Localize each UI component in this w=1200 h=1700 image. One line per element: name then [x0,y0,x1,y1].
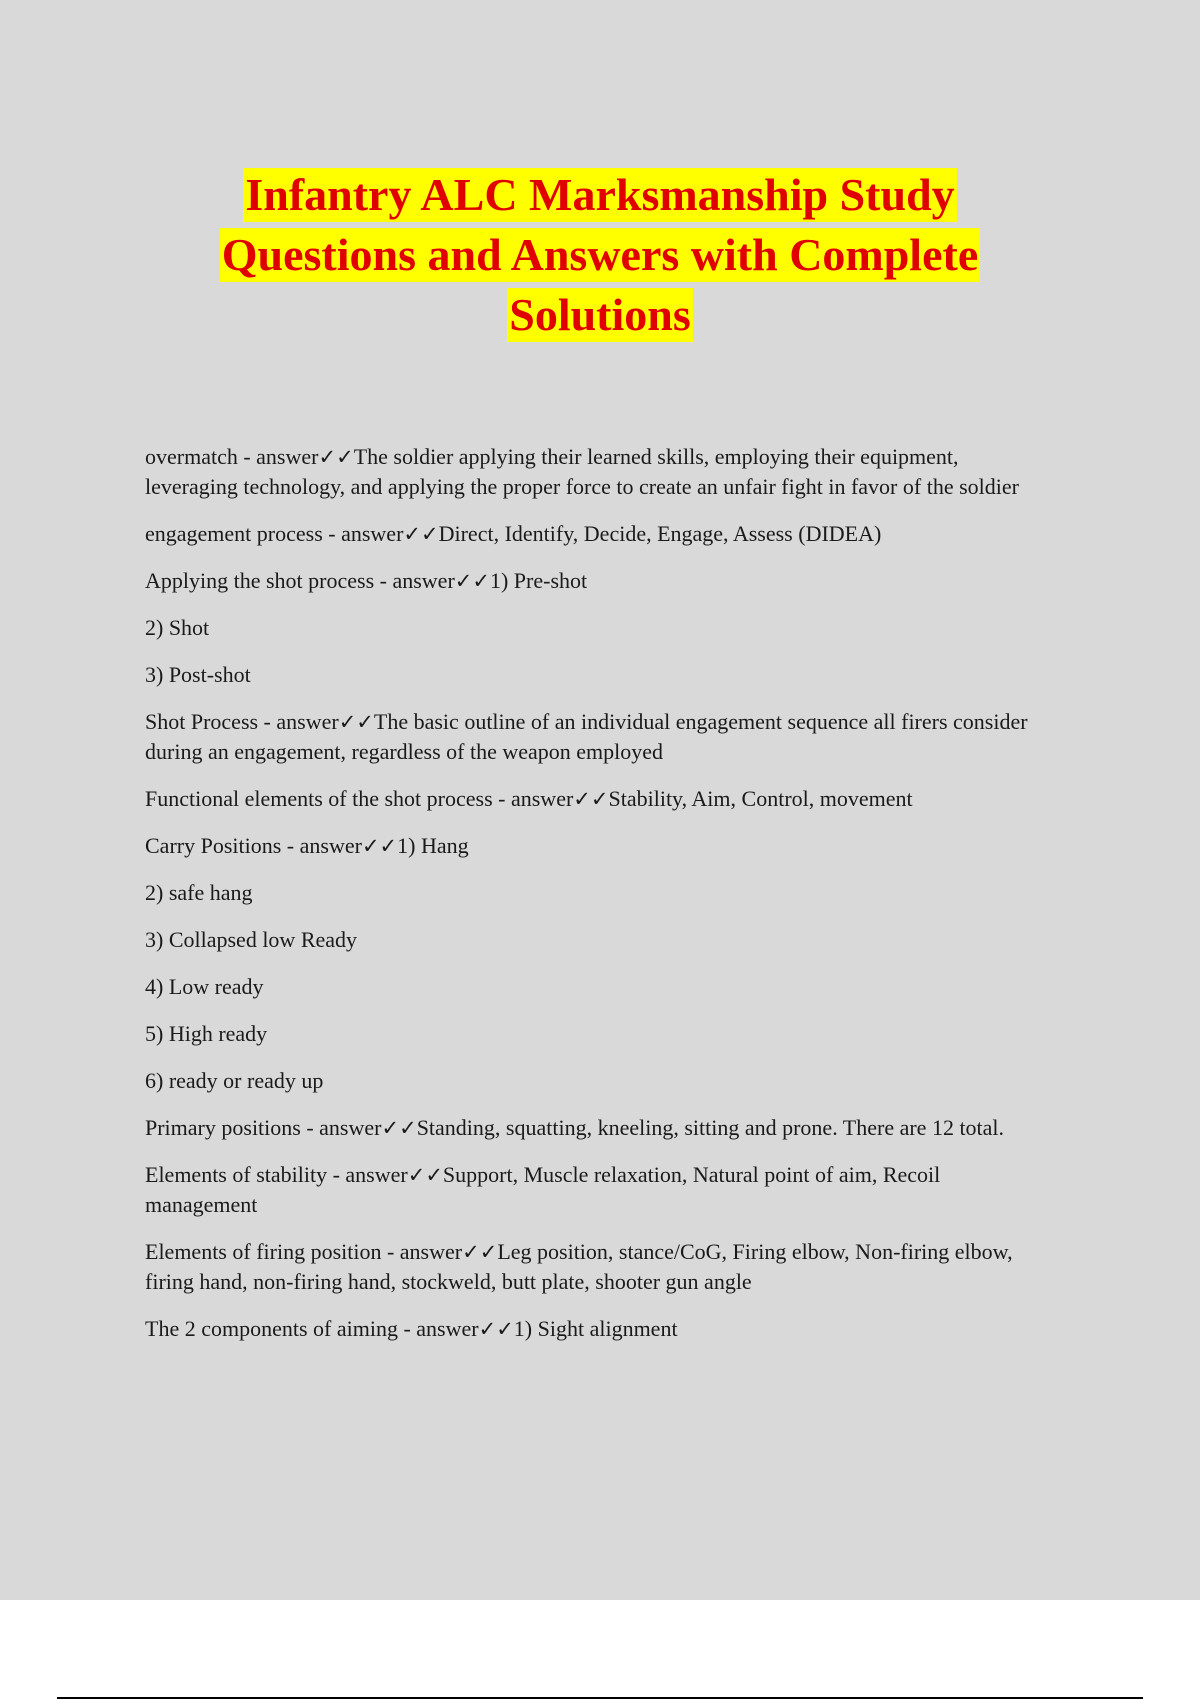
double-check-icon: ✓✓ [454,569,490,593]
qa-entry [145,660,1045,690]
qa-entry [145,925,1045,955]
qa-entry [145,707,1045,767]
qa-entry [145,784,1045,814]
qa-term: The 2 components of aiming - [145,1316,417,1341]
qa-term: Elements of firing position - [145,1239,400,1264]
qa-entry [145,519,1045,549]
double-check-icon: ✓✓ [403,522,439,546]
qa-list-item: 3) Post-shot [145,662,251,687]
qa-list-item: 6) ready or ready up [145,1068,324,1093]
qa-answer: The basic outline of an individual engagement sequence all firers consider during an engagement, regardless of the weapon employed [145,709,1028,764]
qa-answer: Direct, Identify, Decide, Engage, Assess (DIDEA) [438,521,882,546]
qa-entry [145,1237,1045,1297]
answer-marker: answer [319,1115,382,1140]
qa-entry [145,613,1045,643]
qa-term: overmatch - [145,444,257,469]
title-line: Infantry ALC Marksmanship Study [245,169,955,220]
qa-term: engagement process - [145,521,342,546]
qa-term: Carry Positions - [145,833,300,858]
answer-marker: answer [392,568,455,593]
qa-entry [145,831,1045,861]
qa-entry [145,442,1045,502]
answer-marker: answer [510,786,574,811]
answer-marker: answer [399,1239,463,1264]
answer-marker: answer [341,521,404,546]
qa-answer: The soldier applying their learned skills, employing their equipment, leveraging technology, and applying the proper force to create an unfair fight in favor of the soldier [145,444,1019,499]
double-check-icon: ✓✓ [478,1317,514,1341]
qa-answer: 1) Pre-shot [489,568,588,593]
double-check-icon: ✓✓ [407,1163,443,1187]
qa-list-item: 5) High ready [145,1021,268,1046]
title-line: Questions and Answers with Complete [221,229,979,280]
qa-answer: Stability, Aim, Control, movement [608,786,913,811]
double-check-icon: ✓✓ [381,1116,417,1140]
qa-entry [145,1019,1045,1049]
answer-marker: answer [299,833,362,858]
qa-list-item: 2) Shot [145,615,210,640]
answer-marker: answer [345,1162,408,1187]
double-check-icon: ✓✓ [573,787,609,811]
qa-term: Shot Process - [145,709,277,734]
qa-answer: Support, Muscle relaxation, Natural point of aim, Recoil management [145,1162,941,1217]
footer-rule [57,1697,1143,1699]
qa-term: Primary positions - [145,1115,320,1140]
qa-entry [145,972,1045,1002]
double-check-icon: ✓✓ [462,1240,498,1264]
double-check-icon: ✓✓ [338,710,374,734]
answer-marker: answer [256,444,319,469]
qa-list-item: 4) Low ready [145,974,264,999]
title-line: Solutions [509,289,691,340]
qa-term: Applying the shot process - [145,568,393,593]
qa-list-item: 2) safe hang [145,880,253,905]
qa-entry [145,1113,1045,1143]
document-title [0,165,1200,345]
answer-marker: answer [416,1316,479,1341]
qa-term: Functional elements of the shot process - [145,786,511,811]
qa-entry [145,566,1045,596]
qa-entry [145,1160,1045,1220]
qa-answer: 1) Hang [397,833,469,858]
double-check-icon: ✓✓ [318,445,354,469]
qa-answer: Leg position, stance/CoG, Firing elbow, Non-firing elbow, firing hand, non-firing hand, stockweld, butt plate, shooter gun angle [145,1239,1013,1294]
qa-term: Elements of stability - [145,1162,346,1187]
qa-entry [145,1314,1045,1344]
qa-list-item: 3) Collapsed low Ready [145,927,358,952]
qa-entry [145,878,1045,908]
answer-marker: answer [276,709,339,734]
double-check-icon: ✓✓ [361,834,398,858]
qa-list [145,442,1045,1361]
qa-answer: Standing, squatting, kneeling, sitting and prone. There are 12 total. [416,1115,1005,1140]
qa-entry [145,1066,1045,1096]
qa-answer: 1) Sight alignment [513,1316,678,1341]
